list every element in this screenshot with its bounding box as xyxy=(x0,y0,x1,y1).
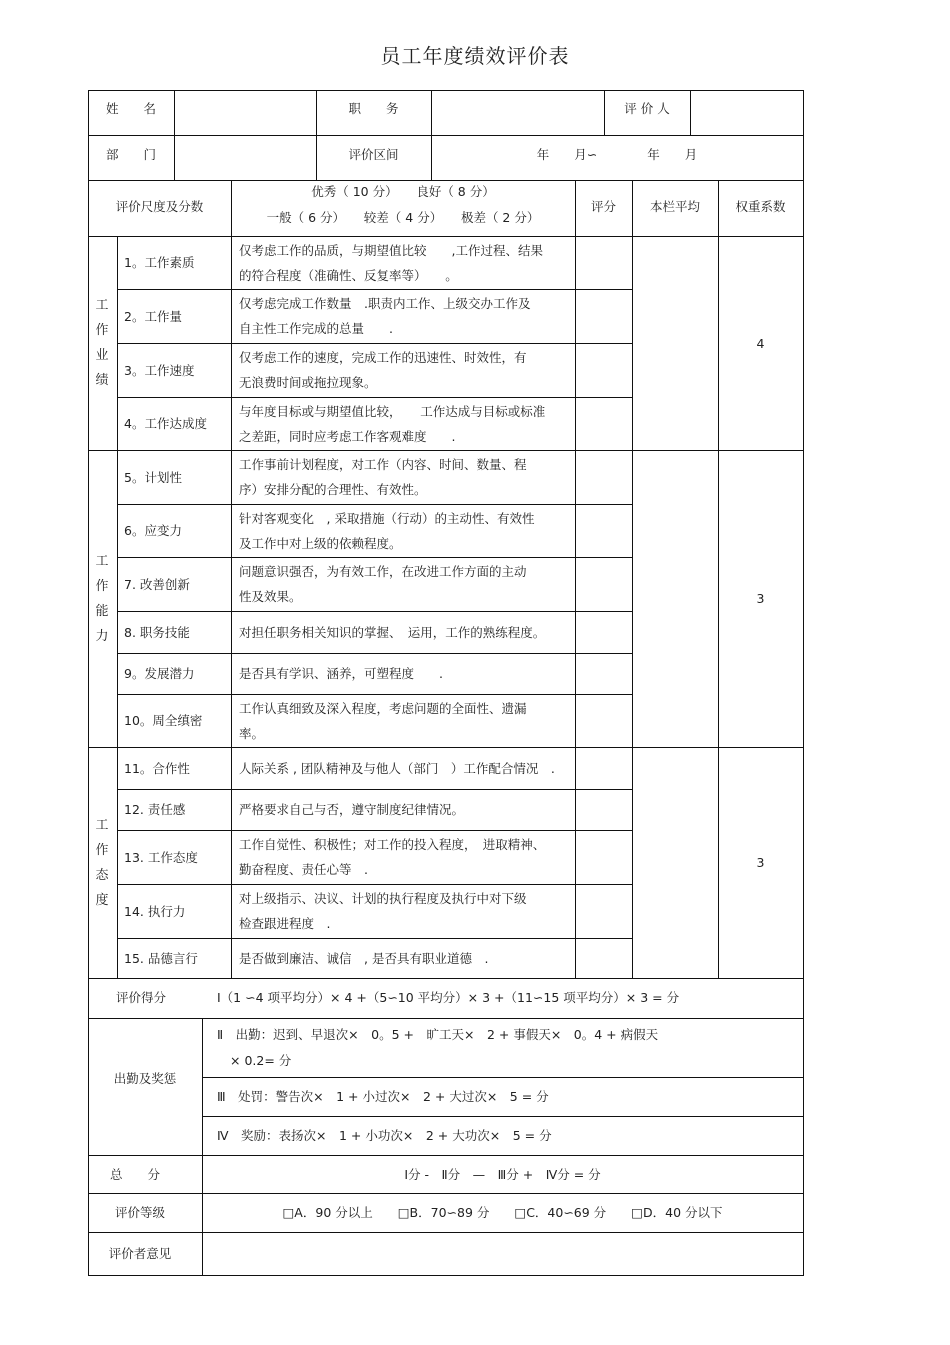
item-name: 9。发展潜力 xyxy=(124,666,195,681)
item-description: 序）安排分配的合理性、有效性。 xyxy=(239,482,427,497)
row-divider xyxy=(88,1193,804,1194)
item-name: 4。工作达成度 xyxy=(124,416,207,431)
group-label-char: 工 xyxy=(95,553,109,569)
item-description: 针对客观变化 , 采取措施（行动）的主动性、有效性 xyxy=(239,510,535,526)
row-divider xyxy=(117,289,633,290)
score-cell[interactable] xyxy=(576,939,631,978)
row-divider xyxy=(88,1155,804,1156)
column-divider xyxy=(231,180,232,979)
evaluator-label: 评 价 人 xyxy=(624,101,670,116)
item-name: 6。应变力 xyxy=(124,523,182,538)
total-score-label: 评价得分 xyxy=(115,990,166,1005)
item-description: 是否具有学识、涵养，可塑程度 . xyxy=(239,666,443,681)
weight-column-header: 权重系数 xyxy=(735,199,786,214)
penalty-formula: Ⅲ 处罚：警告次× 1 + 小过次× 2 + 大过次× 5 = 分 xyxy=(217,1089,549,1104)
total-label: 总 分 xyxy=(109,1167,160,1182)
scale-label: 评价尺度及分数 xyxy=(115,199,204,214)
evaluator-field[interactable] xyxy=(691,91,802,134)
item-name: 15. 品德言行 xyxy=(124,950,198,966)
score-cell[interactable] xyxy=(576,505,631,557)
group-label-char: 工 xyxy=(95,817,109,833)
grade-label: 评价等级 xyxy=(114,1205,165,1220)
item-description: 严格要求自己与否，遵守制度纪律情况。 xyxy=(239,802,465,817)
grade-options: □A．90 分以上 □B．70∽89 分 □C．40∽69 分 □D．40 分以下 xyxy=(282,1205,723,1220)
attendance-formula: Ⅱ 出勤：迟到、早退次× 0。5 + 旷工天× 2 + 事假天× 0。4 + 病假天 xyxy=(217,1027,659,1042)
score-cell[interactable] xyxy=(576,451,631,504)
item-description: 仅考虑完成工作数量 .职责内工作、上级交办工作及 xyxy=(239,296,531,311)
score-column-header: 评分 xyxy=(590,199,616,214)
item-description: 的符合程度（准确性、反复率等） 。 xyxy=(239,267,458,283)
group-label-char: 作 xyxy=(95,578,109,594)
weight-value: 3 xyxy=(756,591,765,606)
table-left-border xyxy=(88,90,89,1276)
scale-line-1: 优秀（ 10 分） 良好（ 8 分） xyxy=(311,184,495,199)
row-divider xyxy=(117,343,633,344)
column-divider xyxy=(117,236,118,979)
score-cell[interactable] xyxy=(576,748,631,789)
score-cell[interactable] xyxy=(576,237,631,289)
average-cell[interactable] xyxy=(633,237,717,450)
group-label-char: 力 xyxy=(95,628,109,644)
group-label-char: 能 xyxy=(95,603,109,619)
item-description: 对上级指示、决议、计划的执行程度及执行中对下级 xyxy=(239,891,527,906)
weight-value: 4 xyxy=(756,335,765,351)
item-name: 1。工作素质 xyxy=(124,255,195,270)
item-description: 是否做到廉洁、诚信 , 是否具有职业道德 . xyxy=(239,950,489,966)
dept-field[interactable] xyxy=(175,136,315,179)
score-cell[interactable] xyxy=(576,558,631,611)
item-description: 检查跟进程度 . xyxy=(239,916,331,931)
table-right-border xyxy=(803,90,804,1276)
item-description: 勤奋程度、责任心等 . xyxy=(239,862,368,877)
row-divider xyxy=(117,830,633,831)
score-cell[interactable] xyxy=(576,695,631,747)
item-name: 5。计划性 xyxy=(124,469,182,485)
attendance-label: 出勤及奖惩 xyxy=(113,1071,177,1086)
row-divider xyxy=(117,557,633,558)
group-label-char: 业 xyxy=(95,348,109,363)
position-field[interactable] xyxy=(432,91,603,134)
score-cell[interactable] xyxy=(576,885,631,938)
total-formula: Ⅰ分 - Ⅱ分 — Ⅲ分 + Ⅳ分 = 分 xyxy=(404,1167,601,1182)
item-name: 8. 职务技能 xyxy=(124,624,190,640)
position-label: 职 务 xyxy=(348,101,399,116)
attendance-formula-cont: × 0.2= 分 xyxy=(230,1053,292,1068)
item-name: 10。周全缜密 xyxy=(124,713,203,728)
item-description: 与年度目标或与期望值比较， 工作达成与目标或标准 xyxy=(239,403,546,419)
row-divider xyxy=(88,1018,804,1019)
item-description: 问题意识强否，为有效工作，在改进工作方面的主动 xyxy=(239,564,527,579)
average-cell[interactable] xyxy=(633,451,717,747)
item-description: 工作自觉性、积极性；对工作的投入程度， 进取精神、 xyxy=(239,837,546,852)
item-description: 仅考虑工作的品质，与期望值比较 ,工作过程、结果 xyxy=(239,242,543,258)
dept-label: 部 门 xyxy=(105,147,156,162)
group-label-char: 作 xyxy=(95,842,109,858)
opinion-label: 评价者意见 xyxy=(108,1246,172,1261)
item-name: 11。合作性 xyxy=(124,760,190,776)
item-description: 仅考虑工作的速度，完成工作的迅速性、时效性，有 xyxy=(239,350,527,365)
item-description: 工作事前计划程度，对工作（内容、时间、数量、程 xyxy=(239,457,527,472)
item-name: 13. 工作态度 xyxy=(124,849,198,865)
reward-formula: Ⅳ 奖励：表扬次× 1 + 小功次× 2 + 大功次× 5 = 分 xyxy=(217,1128,552,1143)
group-label-char: 作 xyxy=(95,323,109,338)
page-title: 员工年度绩效评价表 xyxy=(380,44,570,68)
item-description: 性及效果。 xyxy=(239,589,302,604)
row-divider xyxy=(202,1077,804,1078)
group-label-char: 态 xyxy=(95,867,109,883)
item-description: 工作认真细致及深入程度，考虑问题的全面性、遗漏 xyxy=(239,700,527,716)
table-bottom-border xyxy=(88,1275,804,1276)
item-description: 自主性工作完成的总量 . xyxy=(239,321,393,336)
average-column-header: 本栏平均 xyxy=(649,199,700,214)
name-label: 姓 名 xyxy=(105,101,156,116)
group-label-char: 度 xyxy=(95,892,109,908)
score-cell[interactable] xyxy=(576,612,631,653)
item-description: 人际关系 , 团队精神及与他人（部门 ）工作配合情况 . xyxy=(239,760,555,776)
row-divider xyxy=(117,938,633,939)
item-description: 率。 xyxy=(239,725,265,741)
row-divider xyxy=(117,789,633,790)
score-cell[interactable] xyxy=(576,654,631,694)
item-name: 12. 责任感 xyxy=(124,802,186,817)
score-formula: Ⅰ（1 ∽4 项平均分）× 4 +（5∽10 平均分）× 3 +（11∽15 项平均分）× 3 = 分 xyxy=(217,990,680,1005)
item-name: 3。工作速度 xyxy=(124,362,195,378)
opinion-field[interactable] xyxy=(203,1233,802,1274)
score-cell[interactable] xyxy=(576,290,631,343)
average-cell[interactable] xyxy=(633,748,717,978)
item-name: 2。工作量 xyxy=(124,308,182,324)
row-divider xyxy=(88,978,804,979)
period-value: 年 月∽ 年 月 xyxy=(536,147,698,162)
item-description: 及工作中对上级的依赖程度。 xyxy=(239,535,402,551)
row-divider xyxy=(117,611,633,612)
scale-line-2: 一般（ 6 分） 较差（ 4 分） 极差（ 2 分） xyxy=(266,210,540,225)
row-divider xyxy=(117,884,633,885)
item-name: 14. 执行力 xyxy=(124,903,186,919)
item-name: 7. 改善创新 xyxy=(124,576,190,592)
score-cell[interactable] xyxy=(576,790,631,830)
weight-value: 3 xyxy=(756,855,765,870)
score-cell[interactable] xyxy=(576,831,631,884)
row-divider xyxy=(117,653,633,654)
group-label-char: 绩 xyxy=(95,373,109,388)
name-field[interactable] xyxy=(175,91,315,134)
group-label-char: 工 xyxy=(95,298,109,313)
row-divider xyxy=(202,1116,804,1117)
period-label: 评价区间 xyxy=(348,147,399,162)
item-description: 无浪费时间或拖拉现象。 xyxy=(239,375,377,390)
score-cell[interactable] xyxy=(576,344,631,397)
score-cell[interactable] xyxy=(576,398,631,450)
item-description: 之差距，同时应考虑工作客观难度 . xyxy=(239,428,456,444)
item-description: 对担任职务相关知识的掌握、 运用，工作的熟练程度。 xyxy=(239,624,546,640)
